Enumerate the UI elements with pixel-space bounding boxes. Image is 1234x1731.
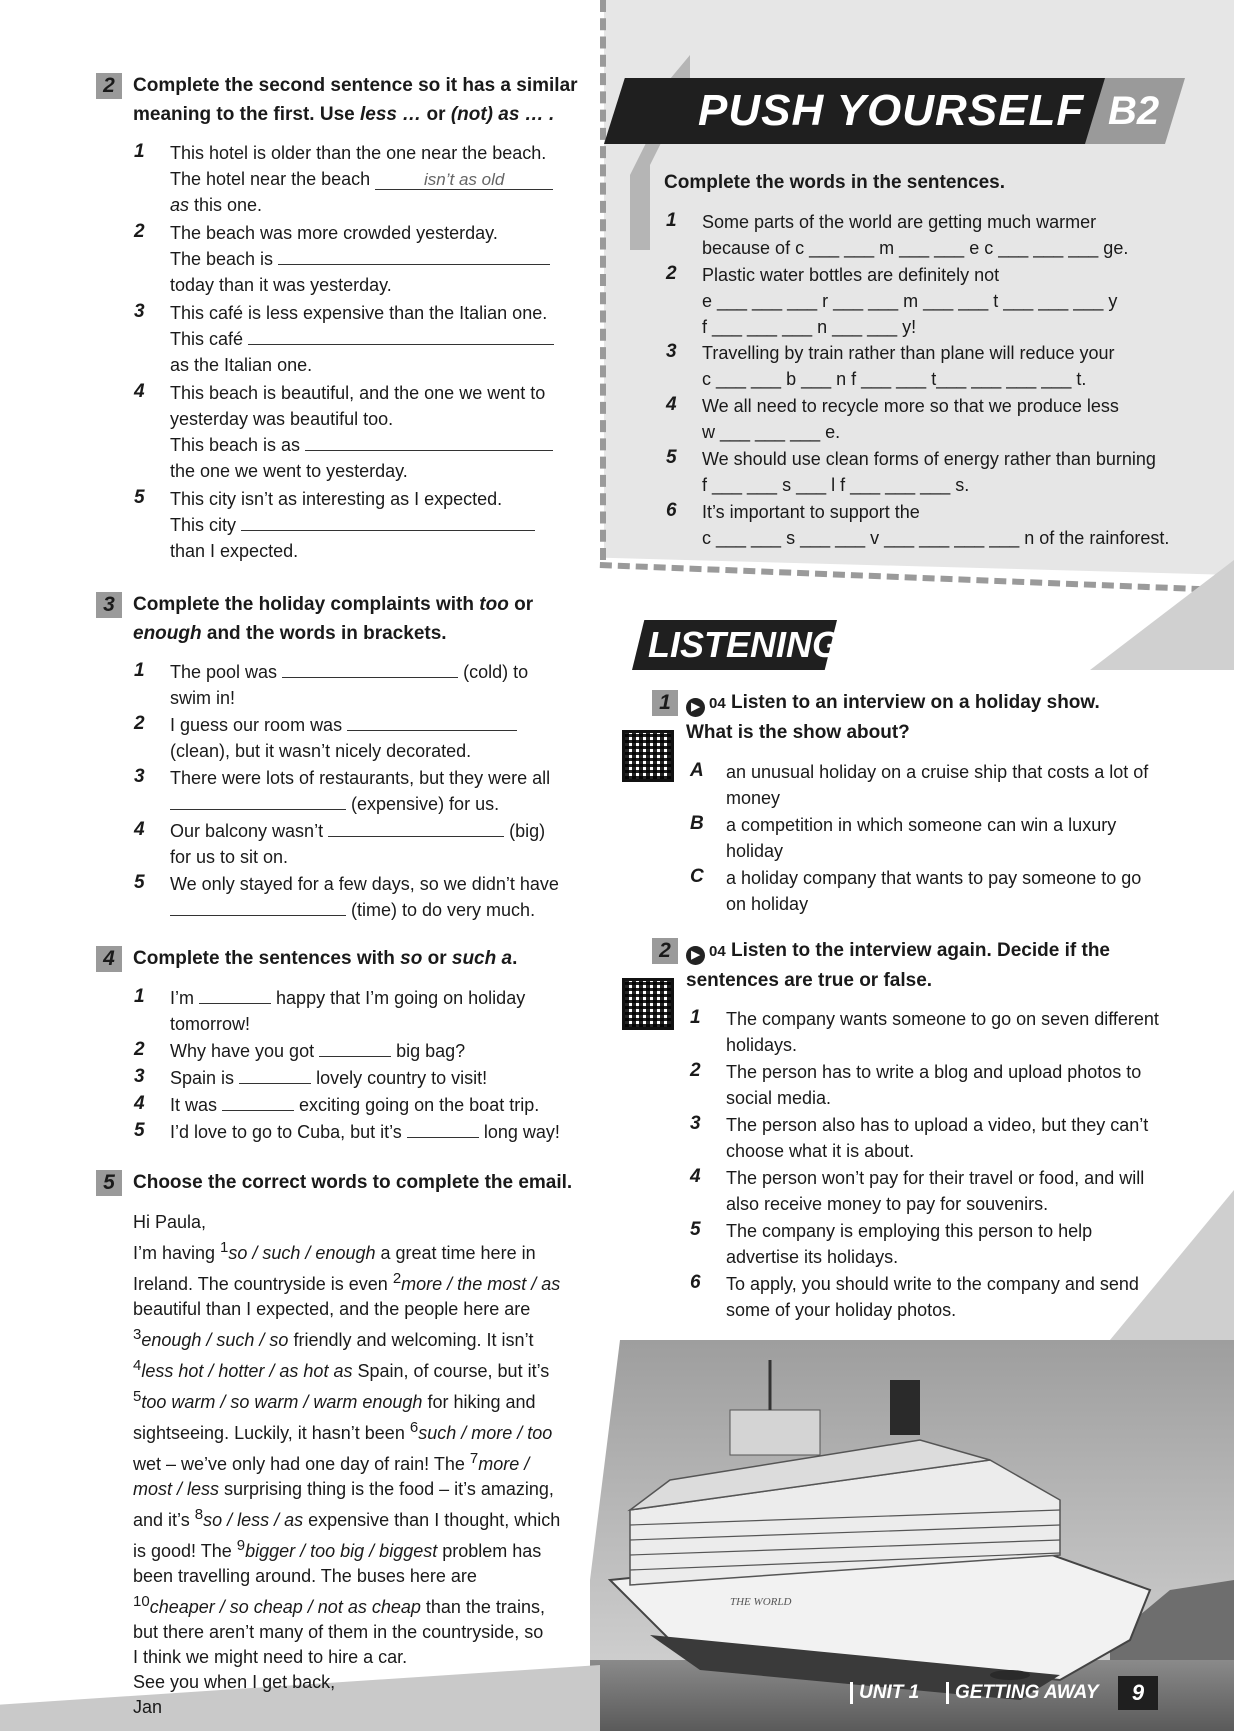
listening-exercise-2-instructions: ▶ 04 Listen to the interview again. Decide if the sentences are true or false. [686,940,1110,991]
listening-exercise-2-number: 2 [652,938,678,964]
ex2-item-4: This beach is beautiful, and the one we went to yesterday was beautiful too. This beach is as the one we went to yesterday. [170,380,553,484]
ship-name: THE WORLD [730,1596,792,1608]
ex4-item-3-answer-blank[interactable] [239,1065,311,1084]
audio-track-icon-2[interactable]: ▶ [686,946,705,965]
ex3-item-3: There were lots of restaurants, but they were all (expensive) for us. [170,768,551,814]
ex3-item-1-answer-blank[interactable] [282,659,458,678]
ex4-item-4: It was exciting going on the boat trip. [170,1092,539,1118]
ex2-item-4-number: 4 [134,381,145,402]
listening-exercise-1-instructions: ▶ 04 Listen to an interview on a holiday show. What is the show about? [686,692,1100,743]
email-body: Hi Paula, I’m having $^1$so / such / enough a great time here in Ireland. The countryside is even $^2$more / the most / as beautiful than I expected, and the people here are $^3$enough / such / so friendly and welcoming. It isn’t $^4$less hot / hotter / as hot as Spain, of course, but it’s $^5$too warm / so warm / warm enough for hiking and sightseeing. Luckily, it hasn’t been $^6$such / more / too wet – we’ve only had one day of rain! The $^7$more / most / less surprising thing is the food – it’s amazing, and it’s $^8$so / less / as expensive than I thought, which is good! The $^9$bigger / too big / biggest problem has been travelling around. The buses here are $^{10}$cheaper / so cheap / not as cheap than the trains, but there aren’t many of them in the countryside, so I think we might need to hire a car. See you when I get back, Jan [133,1210,560,1720]
tf-item-4-number: 4 [690,1166,701,1187]
push-yourself-level: B2 [1108,89,1160,133]
footer-unit: UNIT 1 [850,1682,919,1704]
tf-item-6: To apply, you should write to the company and send some of your holiday photos. [726,1274,1139,1320]
ex4-item-3-number: 3 [134,1066,145,1087]
tf-item-6-number: 6 [690,1272,701,1293]
ex2-item-5-answer-blank[interactable] [241,512,535,531]
ex3-item-3-answer-blank[interactable] [170,791,346,810]
push-item-1-number: 1 [666,210,677,231]
ex2-item-5-number: 5 [134,487,145,508]
ex3-item-5: We only stayed for a few days, so we didn’t have (time) to do very much. [170,874,559,920]
ex3-item-2-answer-blank[interactable] [347,712,517,731]
ex3-item-4: Our balcony wasn’t (big) for us to sit on. [170,818,545,870]
ex4-item-2: Why have you got big bag? [170,1038,465,1064]
push-item-5: We should use clean forms of energy rather than burning f ___ ___ s ___ l f ___ ___ ___ s. [702,449,1156,495]
exercise-4-number: 4 [96,946,122,972]
email-signature: Jan [133,1697,163,1717]
option-c-letter: C [690,866,704,887]
option-b: a competition in which someone can win a luxury holiday [726,815,1117,861]
ex2-item-3-number: 3 [134,301,145,322]
exercise-3-instructions: Complete the holiday complaints with too or enough and the words in brackets. [133,594,534,644]
push-item-3-number: 3 [666,341,677,362]
push-item-4-number: 4 [666,394,677,415]
tf-item-3: The person also has to upload a video, but they can’t choose what it is about. [726,1115,1149,1161]
option-c: a holiday company that wants to pay someone to go on holiday [726,868,1142,914]
ex3-item-5-number: 5 [134,872,145,893]
ex4-item-4-number: 4 [134,1093,145,1114]
listening-title: LISTENING [648,624,841,665]
option-b-letter: B [690,813,704,834]
ex4-item-1: I’m happy that I’m going on holiday tomorrow! [170,985,525,1037]
track-number: 04 [709,695,726,712]
ex3-item-4-number: 4 [134,819,145,840]
page-number: 9 [1118,1676,1158,1710]
push-item-6-number: 6 [666,500,677,521]
tf-item-5: The company is employing this person to help advertise its holidays. [726,1221,1093,1267]
ex2-item-5: This city isn’t as interesting as I expected. This city than I expected. [170,486,535,564]
ex4-item-1-answer-blank[interactable] [199,985,271,1004]
ex2-item-1: This hotel is older than the one near the beach. The hotel near the beach isn’t as old as this one. [170,140,553,218]
audio-track-icon[interactable]: ▶ [686,698,705,717]
ex4-item-5: I’d love to go to Cuba, but it’s long way! [170,1119,560,1145]
option-a-letter: A [690,760,704,781]
cruise-ship-photo [590,1340,1234,1731]
ex3-item-2-number: 2 [134,713,145,734]
exercise-5-number: 5 [96,1170,122,1196]
ex2-item-3-answer-blank[interactable] [248,326,554,345]
ex4-item-4-answer-blank[interactable] [222,1092,294,1111]
ex3-item-5-answer-blank[interactable] [170,897,346,916]
ex2-item-4-answer-blank[interactable] [305,432,553,451]
ex3-item-3-number: 3 [134,766,145,787]
ex4-item-3: Spain is lovely country to visit! [170,1065,487,1091]
tf-item-4: The person won’t pay for their travel or food, and will also receive money to pay for souvenirs. [726,1168,1145,1214]
ex4-item-1-number: 1 [134,986,145,1007]
push-item-2: Plastic water bottles are definitely not e ___ ___ ___ r ___ ___ m ___ ___ t ___ ___ ___ y f ___ ___ ___ n ___ ___ y! [702,265,1118,337]
listening-exercise-1-number: 1 [652,690,678,716]
ex2-item-1-number: 1 [134,141,145,162]
footer-title: GETTING AWAY [946,1682,1099,1704]
push-yourself-instructions: Complete the words in the sentences. [664,172,1006,193]
email-signoff: See you when I get back, [133,1672,336,1692]
qr-code-icon[interactable] [622,730,674,782]
email-greeting: Hi Paula, [133,1212,207,1232]
push-item-2-number: 2 [666,263,677,284]
tf-item-1: The company wants someone to go on seven different holidays. [726,1009,1159,1055]
grey-triangle-upper-right [1090,560,1234,670]
ex2-item-3: This café is less expensive than the Italian one. This café as the Italian one. [170,300,554,378]
tf-item-2: The person has to write a blog and upload photos to social media. [726,1062,1142,1108]
tf-item-5-number: 5 [690,1219,701,1240]
ex4-item-2-answer-blank[interactable] [319,1038,391,1057]
ex3-item-1-number: 1 [134,660,145,681]
ex4-item-2-number: 2 [134,1039,145,1060]
ex2-item-2-answer-blank[interactable] [278,246,550,265]
ex3-item-2: I guess our room was (clean), but it wasn’t nicely decorated. [170,712,517,764]
push-item-6: It’s important to support the c ___ ___ s ___ ___ v ___ ___ ___ ___ n of the rainforest. [702,502,1170,548]
tf-item-2-number: 2 [690,1060,701,1081]
exercise-2-number: 2 [96,73,122,99]
push-item-4: We all need to recycle more so that we produce less w ___ ___ ___ e. [702,396,1119,442]
track-number-2: 04 [709,943,726,960]
ex3-item-4-answer-blank[interactable] [328,818,504,837]
option-a: an unusual holiday on a cruise ship that costs a lot of money [726,762,1149,808]
exercise-3-number: 3 [96,592,122,618]
push-yourself-title: PUSH YOURSELF [698,86,1085,135]
exercise-5-instructions: Choose the correct words to complete the email. [133,1172,573,1193]
tf-item-3-number: 3 [690,1113,701,1134]
ex2-item-1-answer-blank[interactable]: isn’t as old [375,171,553,190]
ex2-item-2-number: 2 [134,221,145,242]
tf-item-1-number: 1 [690,1007,701,1028]
push-item-5-number: 5 [666,447,677,468]
ex3-item-1: The pool was (cold) to swim in! [170,659,528,711]
ex4-item-5-answer-blank[interactable] [407,1119,479,1138]
ex4-item-5-number: 5 [134,1120,145,1141]
ex2-item-2: The beach was more crowded yesterday. The beach is today than it was yesterday. [170,220,550,298]
exercise-2-instructions: Complete the second sentence so it has a similar meaning to the first. Use less … or (not) as … . [133,75,578,125]
qr-code-icon-2[interactable] [622,978,674,1030]
push-item-3: Travelling by train rather than plane will reduce your c ___ ___ b ___ n f ___ ___ t___ ___ ___ ___ t. [702,343,1115,389]
push-item-1: Some parts of the world are getting much warmer because of c ___ ___ m ___ ___ e c ___ ___ ___ ge. [702,212,1129,258]
exercise-4-instructions: Complete the sentences with so or such a. [133,948,518,969]
